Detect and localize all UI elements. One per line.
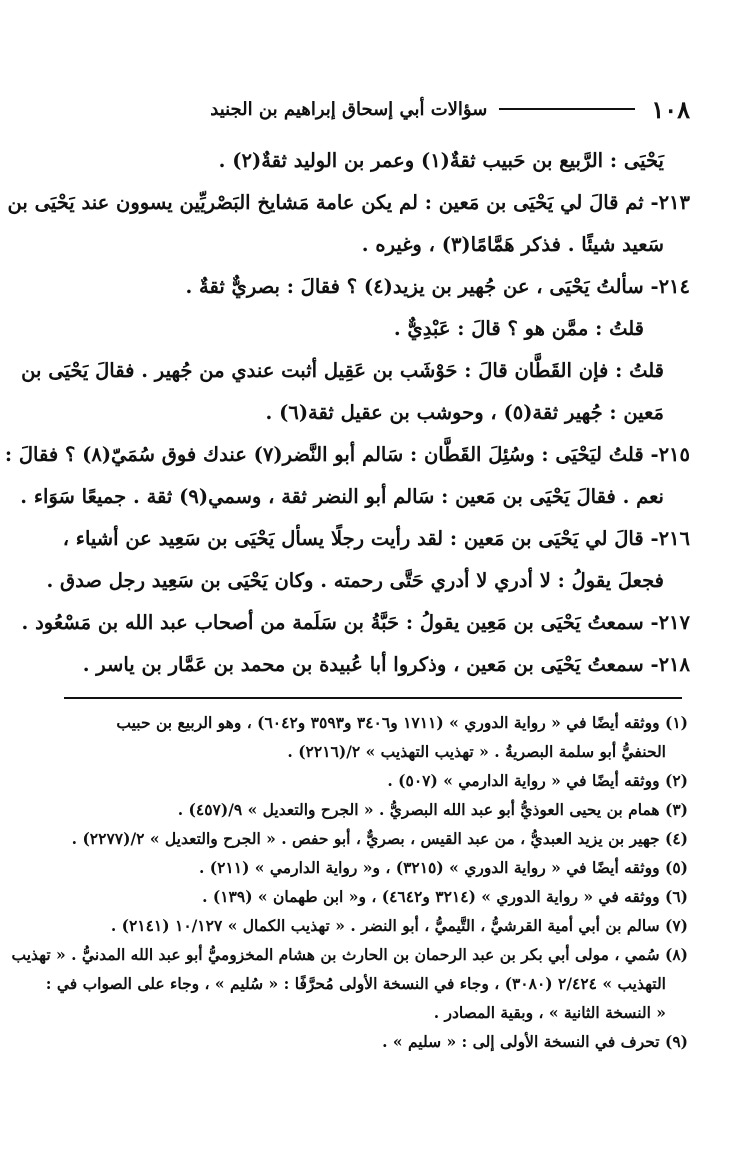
text-line: ٢١٨- سمعتُ يَحْيَى بن مَعين ، وذكروا أبا عُبيدة بن محمد بن عَمَّار بن ياسر .	[82, 653, 690, 676]
text-line: سَعيد شيئًا . فذكر هَمَّامًا(٣) ، وغيره .	[361, 233, 664, 256]
footnote-line: (٢) ووثقه أيضًا في « رواية الدارمي » (٥٠٧) .	[387, 771, 688, 790]
text-line: فجعلَ يقولُ : لا أدري لا أدري حَتَّى رحمته . وكان يَحْيَى بن سَعِيد رجل صدق .	[46, 569, 664, 592]
text-line: ٢١٧- سمعتُ يَحْيَى بن مَعِين يقولُ : حَبَّةُ بن سَلَمة من أصحاب عبد الله بن مَسْعُود .	[21, 611, 690, 634]
footnote-line: (٧) سالم بن أبي أمية القرشيُّ ، التَّيميُّ ، أبو النضر . « تهذيب الكمال » ١٠/١٢٧ (٢١٤١) .	[110, 916, 688, 935]
footnote-line: (٤) جهير بن يزيد العبديُّ ، من عبد القيس ، بصريٌّ ، أبو حفص . « الجرح والتعديل » ٢/(٢٢٧٧) .	[71, 829, 688, 848]
text-line: قلتُ : ممَّن هو ؟ قالَ : عَبْدِيٌّ .	[393, 317, 644, 340]
text-line: مَعين : جُهير ثقة(٥) ، وحوشب بن عقيل ثقة(٦) .	[265, 401, 664, 424]
text-line: قلتُ : فإن القَطَّان قالَ : حَوْشَب بن عَقِيل أثبت عندي من جُهير . فقالَ يَحْيَى بن	[21, 359, 664, 382]
page-number: ١٠٨	[651, 94, 690, 124]
footnote-line: (٩) تحرف في النسخة الأولى إلى : « سليم » .	[382, 1032, 688, 1051]
footnote-line: (٥) ووثقه أيضًا في « رواية الدوري » (٣٢١٥) ، و« رواية الدارمي » (٢١١) .	[198, 858, 688, 877]
text-line: ٢١٣- ثم قالَ لي يَحْيَى بن مَعين : لم يكن عامة مَشايخ البَصْريِّين يسوون عند يَحْيَى بن	[7, 191, 690, 214]
footnote-line: التهذيب » ٢/٤٢٤ (٣٠٨٠) ، وجاء في النسخة الأولى مُحرَّفًا : « سُليم » ، وجاء على الصواب في :	[45, 974, 666, 993]
footnote-line: « النسخة الثانية » ، وبقية المصادر .	[433, 1003, 666, 1022]
footnote-line: (٦) ووثقه في « رواية الدوري » (٣٢١٤ و٤٦٤٢) ، و« ابن طهمان » (١٣٩) .	[202, 887, 688, 906]
footnote-line: (٣) همام بن يحيى العوذيُّ أبو عبد الله البصريُّ . « الجرح والتعديل » ٩/(٤٥٧) .	[177, 800, 688, 819]
text-line: نعم . فقالَ يَحْيَى بن مَعين : سَالم أبو النضر ثقة ، وسمي(٩) ثقة . جميعًا سَوَاء .	[20, 485, 664, 508]
running-title: سؤالات أبي إسحاق إبراهيم بن الجنيد	[210, 98, 488, 120]
footnotes	[11, 708, 688, 1056]
page-header	[60, 92, 690, 126]
footnote-line: الحنفيُّ أبو سلمة البصريةُ . « تهذيب التهذيب » ٢/(٢٢١٦) .	[287, 742, 666, 761]
text-line: ٢١٥- قلتُ ليَحْيَى : وسُئِلَ القَطَّان : سَالم أبو النَّضر(٧) عندك فوق سُمَيّ(٨) ؟ فقالَ :	[4, 443, 690, 466]
header-rule	[499, 108, 635, 110]
footnote-line: (١) ووثقه أيضًا في « رواية الدوري » (١٧١١ و٣٤٠٦ و٣٥٩٣ و٦٠٤٢) ، وهو الربيع بن حبيب	[116, 713, 688, 732]
text-line: ٢١٤- سألتُ يَحْيَى ، عن جُهير بن يزيد(٤) ؟ فقالَ : بصريٌّ ثقةٌ .	[185, 275, 690, 298]
footnote-line: (٨) سُمي ، مولى أبي بكر بن عبد الرحمان بن الحارث بن هشام المخزوميُّ أبو عبد الله المدنيُّ . « تهذيب	[11, 945, 688, 964]
text-line: ٢١٦- قالَ لي يَحْيَى بن مَعين : لقد رأيت رجلًا يسأل يَحْيَى بن سَعِيد عن أشياء ،	[62, 527, 690, 550]
footnote-separator	[64, 697, 682, 699]
main-text	[4, 140, 690, 686]
text-line: يَحْيَى : الرَّبيع بن حَبيب ثقةٌ(١) وعمر بن الوليد ثقةٌ(٢) .	[218, 149, 664, 172]
